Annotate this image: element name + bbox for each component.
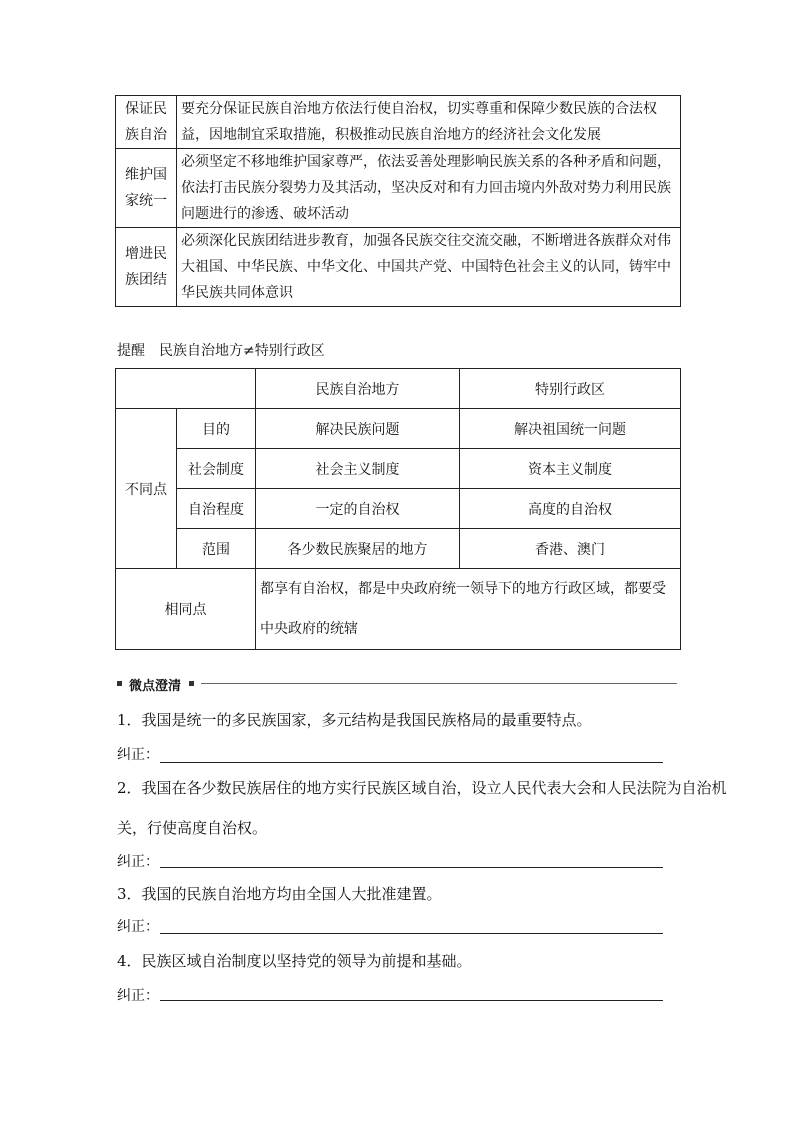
table-row (116, 529, 681, 569)
principle-key: 保证民 族自治 (116, 96, 177, 149)
table-row (116, 228, 681, 307)
table-row (116, 569, 681, 650)
cell-sar: 高度的自治权 (460, 489, 681, 529)
empty-header-cell (116, 369, 256, 409)
cell-autonomous: 一定的自治权 (256, 489, 460, 529)
principles-table (115, 95, 681, 307)
table-row (116, 96, 681, 149)
aspect-cell: 范围 (177, 529, 256, 569)
correction-label: 纠正： (117, 919, 159, 935)
question-1: 1．我国是统一的多民族国家，多元结构是我国民族格局的最重要特点。 (117, 711, 592, 729)
table-header-row (116, 369, 681, 409)
table-row (116, 449, 681, 489)
column-header: 民族自治地方 (256, 369, 460, 409)
cell-autonomous: 社会主义制度 (256, 449, 460, 489)
cell-sar: 香港、澳门 (460, 529, 681, 569)
square-bullet-icon (117, 681, 122, 686)
cell-sar: 资本主义制度 (460, 449, 681, 489)
column-header: 特别行政区 (460, 369, 681, 409)
principle-key: 维护国 家统一 (116, 149, 177, 228)
aspect-cell: 目的 (177, 409, 256, 449)
aspect-cell: 自治程度 (177, 489, 256, 529)
section-title: 微点澄清 (129, 679, 182, 694)
table-row (116, 489, 681, 529)
question-4: 4．民族区域自治制度以坚持党的领导为前提和基础。 (117, 952, 472, 970)
answer-line[interactable] (160, 867, 663, 868)
cell-sar: 解决祖国统一问题 (460, 409, 681, 449)
section-header (117, 676, 677, 692)
principle-text: 必须坚定不移地维护国家尊严，依法妥善处理影响民族关系的各种矛盾和问题，依法打击民族分裂势力及其活动，坚决反对和有力回击境内外敌对势力利用民族问题进行的渗透、破坏活动 (177, 149, 681, 228)
diff-label: 不同点 (116, 409, 177, 569)
table-row (116, 409, 681, 449)
principle-key: 增进民 族团结 (116, 228, 177, 307)
aspect-cell: 社会制度 (177, 449, 256, 489)
principle-text: 必须深化民族团结进步教育，加强各民族交往交流交融，不断增进各族群众对伟大祖国、中华民族、中华文化、中国共产党、中国特色社会主义的认同，铸牢中华民族共同体意识 (177, 228, 681, 307)
question-2-cont: 关，行使高度自治权。 (117, 819, 268, 837)
section-divider (201, 683, 677, 684)
table-row (116, 149, 681, 228)
cell-autonomous: 解决民族问题 (256, 409, 460, 449)
principle-text: 要充分保证民族自治地方依法行使自治权，切实尊重和保障少数民族的合法权益，因地制宜采取措施，积极推动民族自治地方的经济社会文化发展 (177, 96, 681, 149)
correction-label: 纠正： (117, 747, 159, 763)
square-bullet-icon (189, 681, 194, 686)
tip-line (117, 340, 325, 360)
question-3: 3．我国的民族自治地方均由全国人大批准建置。 (117, 885, 442, 903)
correction-label: 纠正： (117, 988, 159, 1004)
correction-label: 纠正： (117, 854, 159, 870)
answer-line[interactable] (160, 933, 663, 934)
same-text: 都享有自治权，都是中央政府统一领导下的地方行政区域，都要受中央政府的统辖 (256, 569, 681, 650)
tip-text: 民族自治地方≠特别行政区 (159, 343, 325, 359)
same-label: 相同点 (116, 569, 256, 650)
question-2: 2．我国在各少数民族居住的地方实行民族区域自治，设立人民代表大会和人民法院为自治机 (117, 779, 727, 797)
tip-label: 提醒 (117, 343, 145, 359)
comparison-table (115, 368, 681, 650)
cell-autonomous: 各少数民族聚居的地方 (256, 529, 460, 569)
answer-line[interactable] (160, 762, 663, 763)
answer-line[interactable] (160, 1000, 663, 1001)
